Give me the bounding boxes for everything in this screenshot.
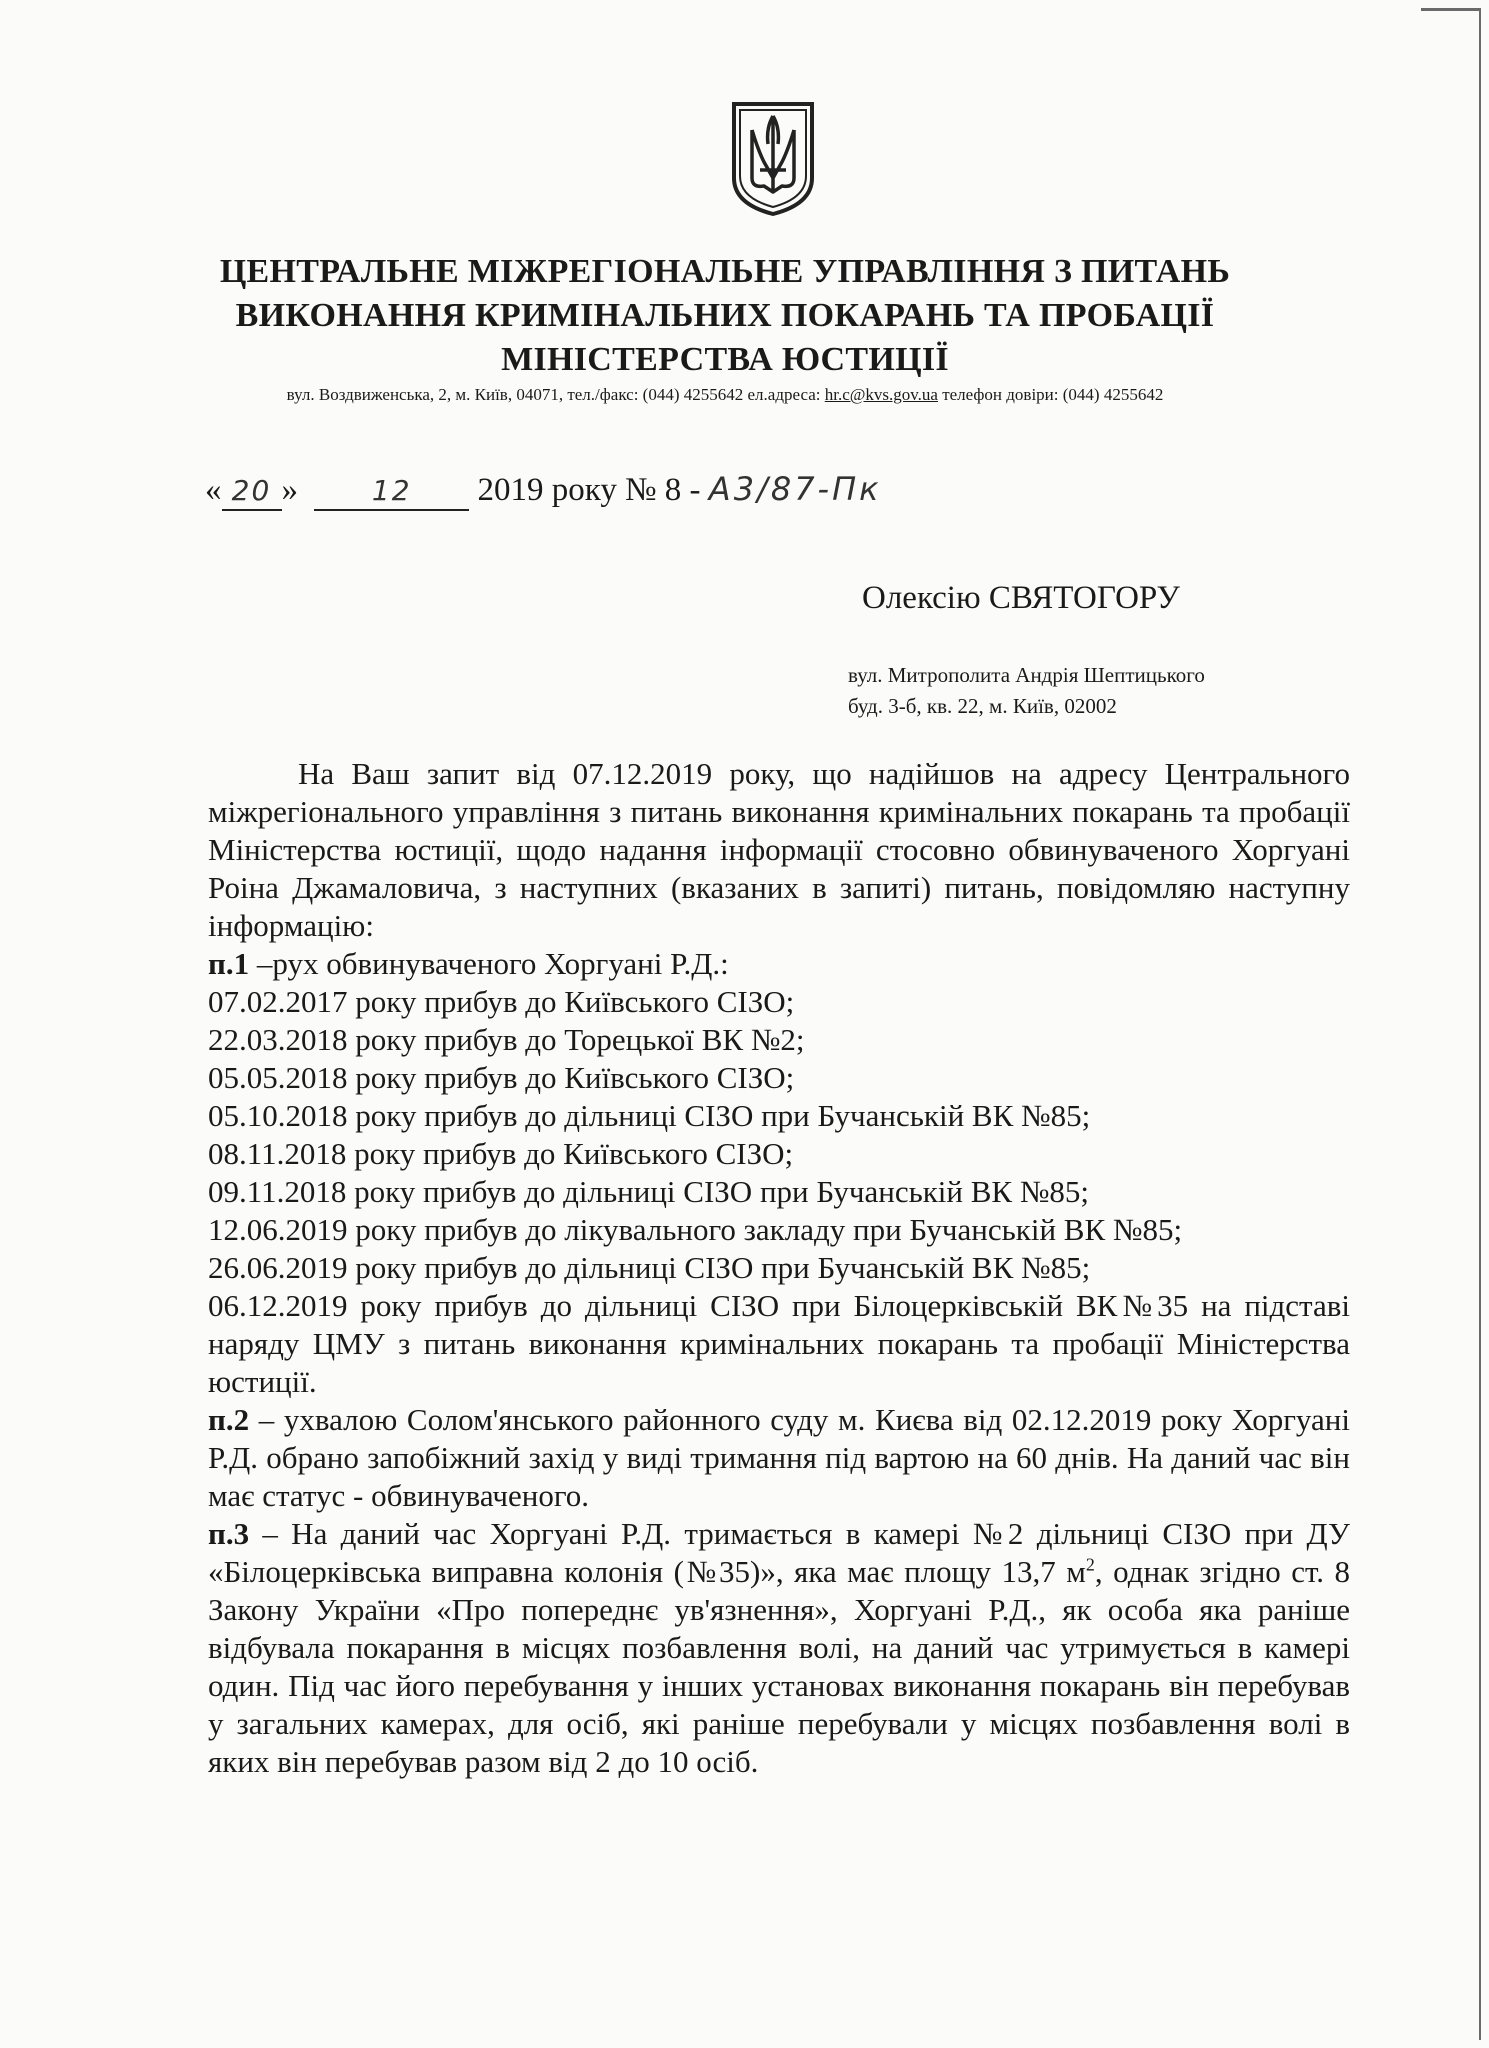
contacts-prefix: вул. Воздвиженська, 2, м. Київ, 04071, тел./факс: (044) 4255642 ел.адреса: (286, 385, 825, 404)
point-3-text-a: – На даний час Хоргуані Р.Д. тримається в камері №2 дільниці СІЗО при ДУ «Білоцерківська виправна колонія (№35)», яка має площу 13,7 м (208, 1516, 1350, 1589)
email-link[interactable]: hr.c@kvs.gov.ua (824, 385, 938, 404)
movement-item: 26.06.2019 року прибув до дільниці СІЗО при Бучанській ВК №85; (208, 1250, 1091, 1285)
recipient-address-line-2: буд. 3-б, кв. 22, м. Київ, 02002 (848, 694, 1117, 718)
movement-item: 22.03.2018 року прибув до Торецької ВК №2; (208, 1022, 805, 1057)
movement-item: 05.10.2018 року прибув до дільниці СІЗО при Бучанській ВК №85; (208, 1098, 1091, 1133)
intro-paragraph: На Ваш запит від 07.12.2019 року, що надійшов на адресу Центрального міжрегіонального управління з питань виконання кримінальних покарань та пробації Міністерства юстиції, щодо надання інформації стосовно обвинуваченого Хоргуані Роіна Джамаловича, з наступних (вказаних в запиті) питань, повідомляю наступну інформацію: (208, 756, 1350, 943)
date-month: 12 (371, 474, 412, 507)
point-3-superscript: 2 (1085, 1554, 1095, 1575)
open-quote: « (205, 472, 222, 508)
registration-number-handwritten: А3/87-Пк (708, 470, 882, 508)
recipient-address (848, 660, 1205, 722)
point-3-label: п.3 (208, 1516, 250, 1551)
recipient-name: Олексію СВЯТОГОРУ (862, 580, 1180, 616)
scan-edge-right (1479, 8, 1481, 2040)
org-line-3: МІНІСТЕРСТВА ЮСТИЦІЇ (501, 341, 949, 378)
recipient-address-line-1: вул. Митрополита Андрія Шептицького (848, 663, 1205, 687)
point-1-label: п.1 (208, 946, 250, 981)
movement-item: 08.11.2018 року прибув до Київського СІЗО; (208, 1136, 794, 1171)
point-2-paragraph (208, 1401, 1350, 1515)
close-quote: » (281, 472, 298, 508)
letter-body (208, 755, 1350, 1781)
point-2-text: – ухвалою Солом'янського районного суду м. Києва від 02.12.2019 року Хоргуані Р.Д. обрано запобіжний захід у виді тримання під вартою на 60 днів. На даний час він має статус - обвинуваченого. (208, 1402, 1350, 1513)
point-2-label: п.2 (208, 1402, 250, 1437)
date-day: 20 (231, 474, 272, 507)
movement-item: 05.05.2018 року прибув до Київського СІЗО; (208, 1060, 795, 1095)
date-month-field (314, 472, 469, 511)
scan-edge-top (1421, 8, 1481, 11)
coat-of-arms-icon (728, 100, 818, 218)
date-day-field (222, 472, 282, 511)
organization-name (150, 250, 1300, 382)
point-1-text: –рух обвинуваченого Хоргуані Р.Д.: (249, 946, 729, 981)
registration-line (205, 470, 881, 511)
point-3-text-b: , однак згідно ст. 8 Закону України «Про попереднє ув'язнення», Хоргуані Р.Д., як особа яка раніше відбувала покарання в місцях позбавлення волі, на даний час утримується в камері один. Під час його перебування у інших установах виконання покарань він перебував у загальних камерах, для осіб, які раніше перебували у місцях позбавлення волі в яких він перебував разом від 2 до 10 осіб. (208, 1554, 1350, 1779)
contacts-suffix: телефон довіри: (044) 4255642 (937, 385, 1164, 404)
registration-text: 2019 року № 8 - (477, 472, 701, 508)
point-3-paragraph (208, 1515, 1350, 1781)
org-line-2: ВИКОНАННЯ КРИМІНАЛЬНИХ ПОКАРАНЬ ТА ПРОБАЦІЇ (235, 297, 1215, 334)
point-1-heading (208, 945, 1350, 983)
movement-item-last: 06.12.2019 року прибув до дільниці СІЗО при Білоцерківській ВК№35 на підставі наряду ЦМУ з питань виконання кримінальних покарань та пробації Міністерства юстиції. (208, 1288, 1350, 1399)
movement-item: 09.11.2018 року прибув до дільниці СІЗО при Бучанській ВК №85; (208, 1174, 1090, 1209)
org-contacts (150, 385, 1300, 405)
movement-item: 07.02.2017 року прибув до Київського СІЗО; (208, 984, 795, 1019)
org-line-1: ЦЕНТРАЛЬНЕ МІЖРЕГІОНАЛЬНЕ УПРАВЛІННЯ З ПИТАНЬ (219, 253, 1231, 290)
movement-item: 12.06.2019 року прибув до лікувального закладу при Бучанській ВК №85; (208, 1212, 1183, 1247)
